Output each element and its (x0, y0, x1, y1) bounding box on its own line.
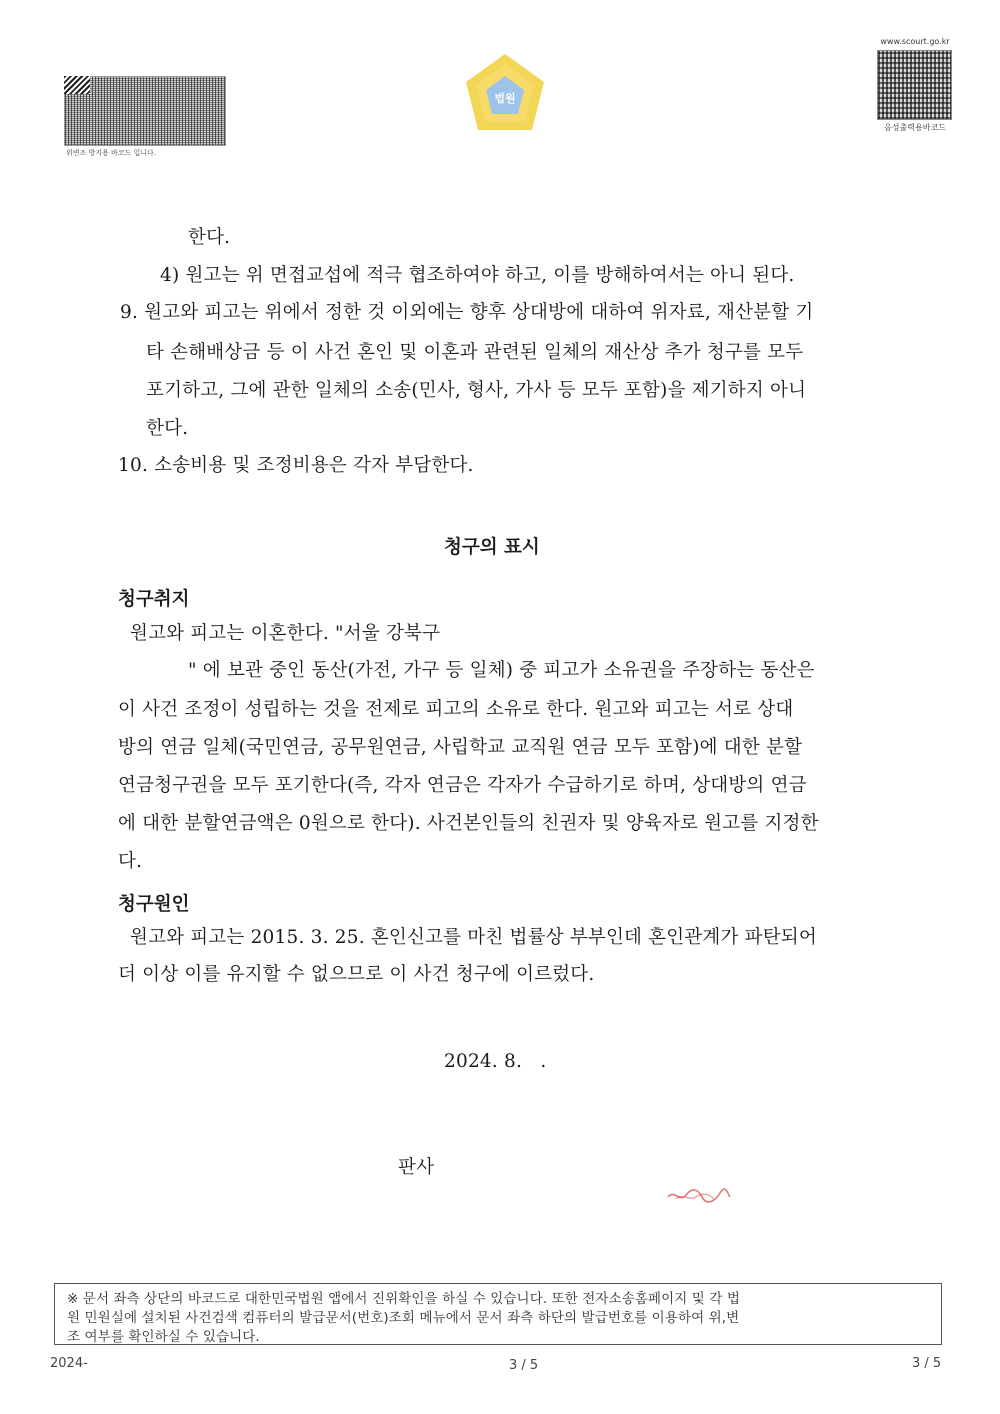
item-9-line-3: 포기하고, 그에 관한 일체의 소송(민사, 형사, 가사 등 모두 포함)을 제기하지 아니 (146, 380, 807, 401)
claim-cause-heading: 청구원인 (118, 894, 190, 915)
court-seal-icon (462, 52, 548, 148)
item-9-line-1: 9. 원고와 피고는 위에서 정한 것 이외에는 향후 상대방에 대하여 위자료, 재산분할 기 (120, 302, 814, 323)
notice-line-1: ※ 문서 좌측 상단의 바코드로 대한민국법원 앱에서 진위확인을 하실 수 있습니다. 또한 전자소송홈페이지 및 각 법 (67, 1291, 741, 1307)
authenticity-notice-box (54, 1283, 942, 1345)
section-title: 청구의 표시 (444, 537, 540, 558)
continuation-line: 한다. (188, 227, 231, 248)
document-date: 2024. 8. . (444, 1051, 547, 1072)
item-9-line-4: 한다. (146, 418, 189, 439)
svg-text:법원: 법원 (494, 92, 516, 105)
barcode-corner-mark (64, 76, 90, 94)
claim-purpose-line-3: 이 사건 조정이 성립하는 것을 전제로 피고의 소유로 한다. 원고와 피고는 서로 상대 (118, 699, 794, 720)
claim-purpose-line-2: " 에 보관 중인 동산(가전, 가구 등 일체) 중 피고가 소유권을 주장하는 동산은 (188, 660, 815, 681)
claim-purpose-heading: 청구취지 (118, 589, 190, 610)
claim-cause-line-1: 원고와 피고는 2015. 3. 25. 혼인신고를 마친 법률상 부부인데 혼인관계가 파탄되어 (130, 927, 817, 948)
claim-purpose-line-5: 연금청구권을 모두 포기한다(즉, 각자 연금은 각자가 수급하기로 하며, 상대방의 연금 (118, 775, 807, 796)
court-url: www.scourt.go.kr (880, 37, 950, 46)
claim-purpose-line-7: 다. (118, 851, 143, 872)
claim-purpose-line-6: 에 대한 분할연금액은 0원으로 한다). 사건본인들의 친권자 및 양육자로 원고를 지정한 (118, 813, 819, 834)
judge-label: 판사 (398, 1157, 435, 1178)
claim-purpose-line-4: 방의 연금 일체(국민연금, 공무원연금, 사립학교 교직원 연금 모두 포함)에 대한 분할 (118, 737, 803, 758)
notice-line-3: 조 여부를 확인하실 수 있습니다. (67, 1329, 260, 1345)
notice-line-2: 원 민원실에 설치된 사건검색 컴퓨터의 발급문서(번호)조회 메뉴에서 문서 좌측 하단의 발급번호를 이용하여 위,변 (67, 1310, 740, 1326)
issue-number: 2024- (50, 1356, 88, 1371)
judge-seal-stamp-icon (664, 1185, 734, 1207)
claim-cause-line-2: 더 이상 이를 유지할 수 없으므로 이 사건 청구에 이르렀다. (118, 964, 595, 985)
item-10: 10. 소송비용 및 조정비용은 각자 부담한다. (118, 455, 474, 476)
barcode-caption: 위변조 방지용 바코드 입니다. (66, 149, 157, 157)
item-9-line-2: 타 손해배상금 등 이 사건 혼인 및 이혼과 관련된 일체의 재산상 추가 청구를 모두 (146, 342, 804, 363)
claim-purpose-line-1: 원고와 피고는 이혼한다. "서울 강북구 (130, 623, 441, 644)
page-number-center: 3 / 5 (509, 1358, 539, 1373)
page-number-right: 3 / 5 (912, 1356, 942, 1371)
item-4: 4) 원고는 위 면접교섭에 적극 협조하여야 하고, 이를 방해하여서는 아니 된다. (160, 265, 795, 286)
qr-caption: 음성출력용바코드 (884, 123, 946, 132)
voice-output-qr-code (877, 50, 952, 120)
